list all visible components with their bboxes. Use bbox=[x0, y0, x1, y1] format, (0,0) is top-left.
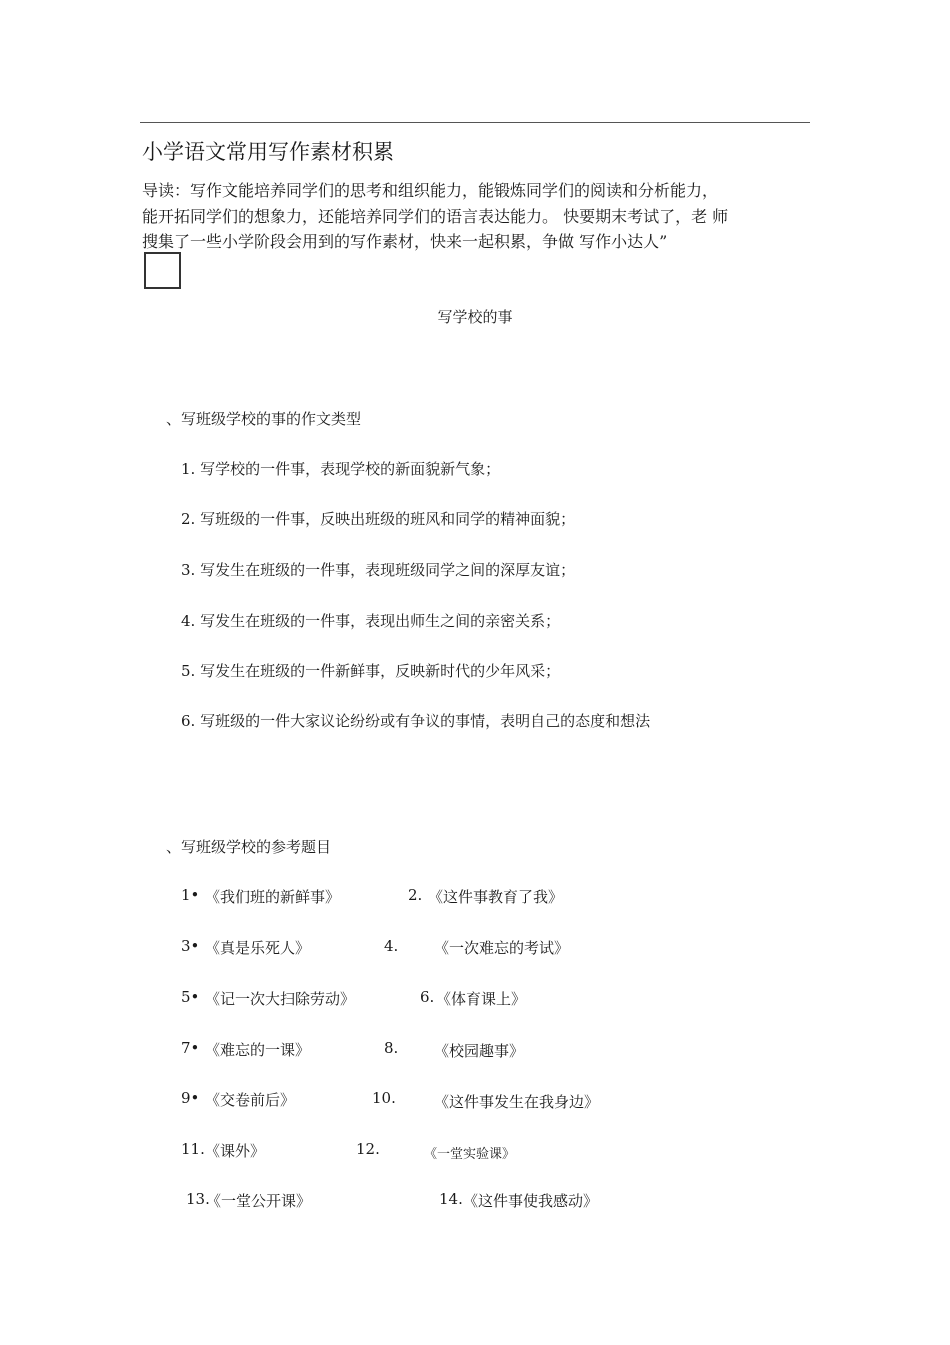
type-item bbox=[181, 559, 575, 580]
topic-number: 7• bbox=[181, 1039, 200, 1057]
topic-number: 5• bbox=[181, 988, 200, 1006]
topic-title: 《校园趣事》 bbox=[434, 1042, 525, 1060]
topic-title: 《一次难忘的考试》 bbox=[434, 939, 570, 957]
topic-title: 《这件事教育了我》 bbox=[428, 888, 564, 906]
top-rule bbox=[140, 122, 810, 123]
type-item-text: 写学校的一件事，表现学校的新面貌新气象； bbox=[200, 460, 501, 478]
topic-title: 《这件事使我感动》 bbox=[463, 1192, 599, 1210]
type-item-text: 写发生在班级的一件事，表现出师生之间的亲密关系； bbox=[200, 612, 561, 630]
intro-line-2: 能开拓同学们的想象力，还能培养同学们的语言表达能力。 快要期末考试了，老 师 bbox=[142, 207, 729, 226]
section-heading: 写学校的事 bbox=[437, 308, 513, 326]
type-item bbox=[181, 710, 650, 731]
topics-heading: 、写班级学校的参考题目 bbox=[166, 838, 332, 856]
type-item-number: 1. bbox=[181, 460, 196, 478]
type-item-number: 4. bbox=[181, 612, 196, 630]
type-item-text: 写发生在班级的一件事，表现班级同学之间的深厚友谊； bbox=[200, 561, 576, 579]
topic-title: 《交卷前后》 bbox=[205, 1091, 296, 1109]
type-item-number: 2. bbox=[181, 510, 196, 528]
topic-number: 1• bbox=[181, 886, 200, 904]
type-item-text: 写发生在班级的一件新鲜事，反映新时代的少年风采； bbox=[200, 662, 561, 680]
intro-line-1: 导读：写作文能培养同学们的思考和组织能力，能锻炼同学们的阅读和分析能力， bbox=[142, 181, 719, 200]
topic-number: 2. bbox=[408, 886, 423, 904]
document-title: 小学语文常用写作素材积累 bbox=[142, 140, 394, 164]
topic-title: 《一堂公开课》 bbox=[206, 1192, 312, 1210]
topic-number: 6. bbox=[420, 988, 435, 1006]
topic-title: 《一堂实验课》 bbox=[424, 1147, 516, 1162]
topic-number: 12. bbox=[356, 1140, 380, 1158]
type-item bbox=[181, 660, 560, 681]
topic-number: 10. bbox=[372, 1089, 396, 1107]
type-item bbox=[181, 610, 560, 631]
topic-title: 《体育课上》 bbox=[436, 990, 527, 1008]
topic-title: 《难忘的一课》 bbox=[205, 1041, 311, 1059]
topic-title: 《记一次大扫除劳动》 bbox=[205, 990, 356, 1008]
type-item-number: 6. bbox=[181, 712, 196, 730]
topic-title: 《真是乐死人》 bbox=[205, 939, 311, 957]
type-item-text: 写班级的一件大家议论纷纷或有争议的事情，表明自己的态度和想法 bbox=[200, 712, 651, 730]
intro-line-3: 搜集了一些小学阶段会用到的写作素材，快来一起积累，争做 写作小达人” bbox=[142, 232, 668, 251]
topic-title: 《我们班的新鲜事》 bbox=[205, 888, 341, 906]
topic-number: 3• bbox=[181, 937, 200, 955]
topic-number: 13. bbox=[186, 1190, 210, 1208]
type-item-number: 5. bbox=[181, 662, 196, 680]
type-item bbox=[181, 458, 500, 479]
topic-number: 14. bbox=[439, 1190, 463, 1208]
type-item-number: 3. bbox=[181, 561, 196, 579]
types-heading: 、写班级学校的事的作文类型 bbox=[166, 410, 362, 428]
topic-number: 4. bbox=[384, 937, 399, 955]
topic-number: 11. bbox=[181, 1140, 205, 1158]
topic-title: 《这件事发生在我身边》 bbox=[434, 1093, 600, 1111]
topic-number: 9• bbox=[181, 1089, 200, 1107]
topic-title: 《课外》 bbox=[205, 1142, 266, 1160]
type-item-text: 写班级的一件事，反映出班级的班风和同学的精神面貌； bbox=[200, 510, 576, 528]
empty-checkbox-frame bbox=[144, 252, 181, 289]
type-item bbox=[181, 508, 575, 529]
topic-number: 8. bbox=[384, 1039, 399, 1057]
